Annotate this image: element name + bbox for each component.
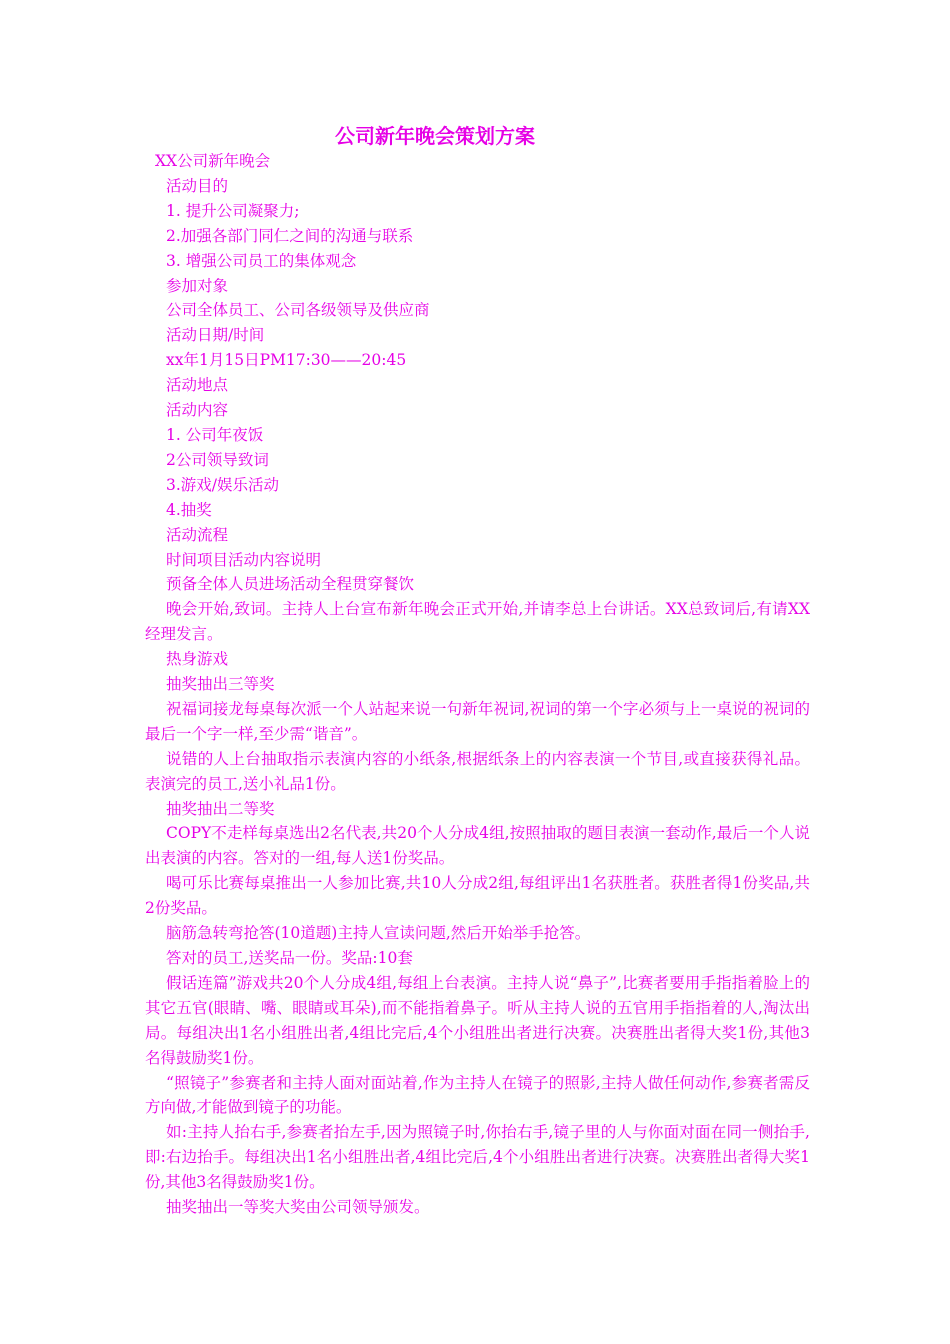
- paragraph: 脑筋急转弯抢答(10道题)主持人宣读问题,然后开始举手抢答。: [166, 924, 591, 943]
- paragraph: XX公司新年晚会: [155, 152, 271, 170]
- paragraph: 参加对象: [166, 276, 229, 295]
- paragraph: 活动日期/时间: [166, 326, 265, 345]
- document-title: 公司新年晚会策划方案: [335, 124, 535, 148]
- paragraph: 预备全体人员进场活动全程贯穿餐饮: [166, 575, 415, 594]
- paragraph: “照镜子”参赛者和主持人面对面站着,作为主持人在镜子的照影,主持人做任何动作,参赛者需反方向做,才能做到镜子的功能。: [145, 1073, 810, 1117]
- paragraph: COPY不走样每桌选出2名代表,共20个人分成4组,按照抽取的题目表演一套动作,最后一个人说出表演的内容。答对的一组,每人送1份奖品。: [145, 824, 810, 868]
- paragraph: 晚会开始,致词。主持人上台宣布新年晚会正式开始,并请李总上台讲话。XX总致词后,有请XX经理发言。: [145, 600, 810, 644]
- paragraph: xx年1月15日PM17:30——20:45: [166, 351, 407, 370]
- paragraph: 热身游戏: [166, 650, 229, 669]
- paragraph: 如:主持人抬右手,参赛者抬左手,因为照镜子时,你抬右手,镜子里的人与你面对面在同一侧抬手,即:右边抬手。每组决出1名小组胜出者,4组比完后,4个小组胜出者进行决赛。决赛胜出者得大奖1份,其他3名得鼓励奖1份。: [145, 1123, 810, 1192]
- paragraph: 4.抽奖: [166, 500, 212, 519]
- paragraph: 祝福词接龙每桌每次派一个人站起来说一句新年祝词,祝词的第一个字必须与上一桌说的祝词的最后一个字一样,至少需“谐音”。: [145, 699, 810, 743]
- paragraph: 1. 公司年夜饭: [166, 425, 264, 444]
- paragraph: 活动目的: [166, 176, 229, 195]
- paragraph: 答对的员工,送奖品一份。奖品:10套: [166, 949, 413, 967]
- paragraph: 时间项目活动内容说明: [166, 550, 322, 569]
- document-body: [145, 149, 810, 1220]
- paragraph: 活动流程: [166, 525, 229, 544]
- paragraph: 抽奖抽出一等奖大奖由公司领导颁发。: [166, 1198, 430, 1217]
- paragraph: 2.加强各部门同仁之间的沟通与联系: [166, 226, 414, 245]
- paragraph: 3. 增强公司员工的集体观念: [166, 251, 357, 270]
- paragraph: 2公司领导致词: [166, 450, 269, 469]
- paragraph: 公司全体员工、公司各级领导及供应商: [166, 301, 430, 320]
- paragraph: 活动内容: [166, 401, 229, 420]
- paragraph: 说错的人上台抽取指示表演内容的小纸条,根据纸条上的内容表演一个节目,或直接获得礼品。表演完的员工,送小礼品1份。: [145, 749, 810, 793]
- paragraph: 活动地点: [166, 376, 229, 395]
- paragraph: 1. 提升公司凝聚力;: [166, 201, 300, 220]
- paragraph: 抽奖抽出二等奖: [166, 799, 275, 818]
- paragraph: 喝可乐比赛每桌推出一人参加比赛,共10人分成2组,每组评出1名获胜者。获胜者得1份奖品,共2份奖品。: [145, 874, 810, 918]
- paragraph: 抽奖抽出三等奖: [166, 675, 275, 694]
- paragraph: 假话连篇”游戏共20个人分成4组,每组上台表演。主持人说“鼻子”,比赛者要用手指指着脸上的其它五官(眼睛、嘴、眼睛或耳朵),而不能指着鼻子。听从主持人说的五官用手指指着的人,淘汰出局。每组决出1名小组胜出者,4组比完后,4个小组胜出者进行决赛。决赛胜出者得大奖1份,其他3名得鼓励奖1份。: [145, 973, 810, 1067]
- paragraph: 3.游戏/娱乐活动: [166, 475, 280, 494]
